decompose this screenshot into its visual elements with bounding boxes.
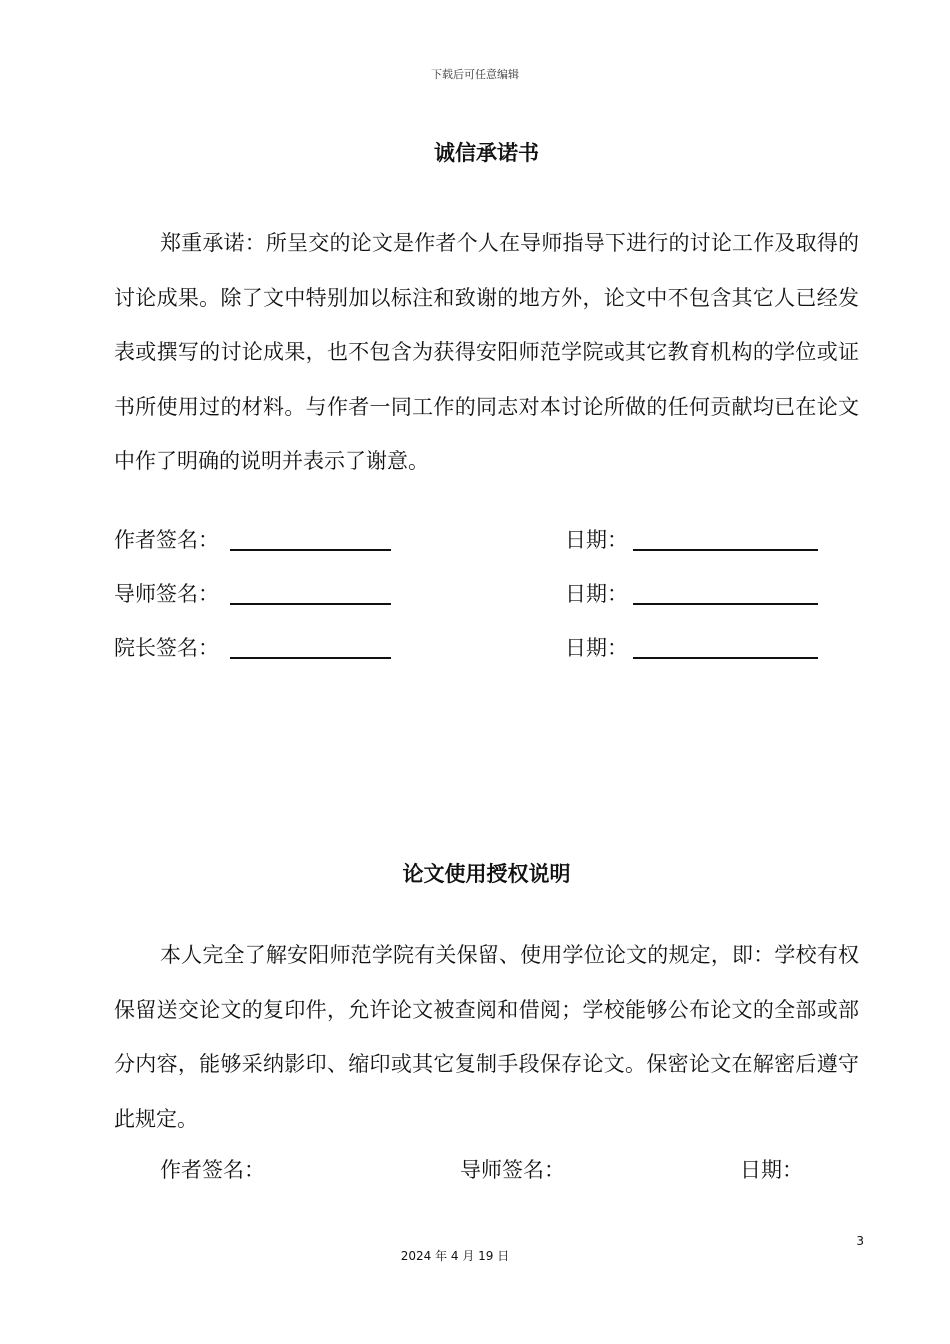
integrity-title: 诚信承诺书 (434, 141, 539, 165)
footer-date: 2024 年 4 月 19 日 (400, 1249, 510, 1263)
dean-signature-label: 院长签名： (114, 636, 219, 660)
author-date-line[interactable] (633, 549, 818, 551)
authorization-paragraph: 本人完全了解安阳师范学院有关保留、使用学位论文的规定，即：学校有权保留送交论文的复印件，允许论文被查阅和借阅；学校能够公布论文的全部或部分内容，能够采纳影印、缩印或其它复制手段保存论文。保密论文在解密后遵守此规定。 (114, 943, 859, 1131)
advisor-signature-label: 导师签名： (114, 582, 219, 606)
author-signature-line[interactable] (230, 549, 391, 551)
integrity-paragraph: 郑重承诺：所呈交的论文是作者个人在导师指导下进行的讨论工作及取得的讨论成果。除了文中特别加以标注和致谢的地方外，论文中不包含其它人已经发表或撰写的讨论成果，也不包含为获得安阳师范学院或其它教育机构的学位或证书所使用过的材料。与作者一同工作的同志对本讨论所做的任何贡献均已在论文中作了明确的说明并表示了谢意。 (114, 231, 859, 473)
advisor-date-line[interactable] (633, 603, 818, 605)
authorization-author-label: 作者签名： (160, 1158, 265, 1182)
header-note: 下载后可任意编辑 (431, 68, 519, 81)
author-signature-label: 作者签名： (114, 528, 219, 552)
page-number: 3 (856, 1234, 864, 1248)
dean-date-label: 日期： (565, 636, 628, 660)
dean-date-line[interactable] (633, 657, 818, 659)
dean-signature-line[interactable] (230, 657, 391, 659)
authorization-advisor-label: 导师签名： (460, 1158, 565, 1182)
author-date-label: 日期： (565, 528, 628, 552)
advisor-date-label: 日期： (565, 582, 628, 606)
authorization-title: 论文使用授权说明 (402, 862, 571, 886)
authorization-date-label: 日期： (740, 1158, 803, 1182)
advisor-signature-line[interactable] (230, 603, 391, 605)
